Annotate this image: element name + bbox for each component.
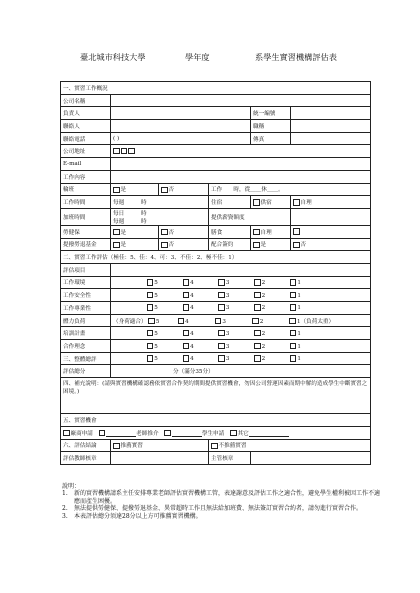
housing-provided[interactable]: 供宿 (251, 196, 291, 209)
phone-field[interactable]: ( ) (111, 132, 251, 145)
checkbox-icon[interactable] (254, 304, 261, 311)
checkbox-icon[interactable] (161, 242, 168, 249)
pension-yes[interactable]: 是 (111, 238, 159, 251)
checkbox-icon[interactable] (253, 199, 260, 206)
rating-options[interactable]: 5 4 3 2 1 (111, 340, 371, 353)
checkbox-icon[interactable] (183, 304, 190, 311)
work-content-field[interactable] (111, 170, 371, 183)
checkbox-icon[interactable] (253, 229, 260, 236)
checkbox-icon[interactable] (183, 279, 190, 286)
email-field[interactable] (111, 158, 371, 171)
note-item: 2. 無法提供勞健保、提撥勞退基金、異常超時工作且無法給加班費、無法簽訂實習合約者，請勿進行實習合作。 (62, 505, 363, 513)
checkbox-icon[interactable] (113, 187, 120, 194)
load-options[interactable]: （身荷適合） 5 4 3 2 1（負荷太重） (111, 314, 371, 327)
labor-ins-no[interactable]: 否 (159, 225, 209, 238)
labor-ins-label: 勞健保 (61, 225, 111, 238)
shift-label: 輪班 (61, 183, 111, 196)
contact-field[interactable] (111, 120, 251, 133)
meals-self[interactable]: 自理 (251, 225, 291, 238)
checkbox-icon[interactable] (161, 187, 168, 194)
checkbox-icon[interactable] (254, 292, 261, 299)
checkbox-icon[interactable] (148, 318, 155, 325)
phone-label: 聯絡電話 (61, 132, 111, 145)
section-5-title: 五、實習機會 (61, 414, 371, 427)
checkbox-icon[interactable] (254, 279, 261, 286)
checkbox-icon[interactable] (147, 292, 154, 299)
eval-items-label: 評估項目 (61, 263, 111, 276)
owner-label: 負責人 (61, 107, 111, 120)
checkbox-icon[interactable] (183, 355, 190, 362)
work-content-label: 工作內容 (61, 170, 111, 183)
load-label: 體力負荷 (61, 314, 111, 327)
checkbox-icon[interactable] (147, 355, 154, 362)
checkbox-icon[interactable] (147, 330, 154, 337)
checkbox-icon[interactable] (290, 304, 297, 311)
director-sign-field[interactable] (251, 452, 371, 465)
housing-self[interactable]: 自理 (291, 196, 371, 209)
source-options[interactable]: 廠商申請 老師推介 學生申請 其它 (61, 426, 371, 439)
checkbox-icon[interactable] (290, 279, 297, 286)
checkbox-icon[interactable] (290, 355, 297, 362)
notes-title: 說明： (62, 483, 81, 490)
rating-label: 培訓計畫 (61, 327, 111, 340)
rating-options[interactable]: 5 4 3 2 1 (111, 327, 371, 340)
checkbox-icon[interactable] (99, 430, 106, 437)
labor-ins-yes[interactable]: 是 (111, 225, 159, 238)
not-recommend-option[interactable]: 不推薦實習 (209, 439, 371, 452)
checkbox-icon[interactable] (218, 343, 225, 350)
checkbox-icon[interactable] (164, 430, 171, 437)
checkbox-icon[interactable] (289, 318, 296, 325)
checkbox-icon[interactable] (218, 355, 225, 362)
rating-label: 工作環境 (61, 276, 111, 289)
recommend-option[interactable]: 推薦實習 (111, 439, 209, 452)
agreement-label: 配合簽約 (209, 238, 251, 251)
checkbox-icon[interactable] (218, 304, 225, 311)
checkbox-icon[interactable] (113, 443, 120, 450)
instructions (62, 483, 382, 520)
company-name-field[interactable] (111, 94, 371, 107)
work-time-label: 工作時間 (61, 196, 111, 209)
checkbox-icon[interactable] (161, 229, 168, 236)
address-label: 公司地址 (61, 145, 111, 158)
checkbox-icon[interactable] (63, 430, 70, 437)
checkbox-icon[interactable] (293, 199, 300, 206)
checkbox-icon[interactable] (183, 292, 190, 299)
evaluation-table (60, 81, 371, 465)
section-2-title: 二、實習工作評估（極佳：5、佳：4、可：3、不佳：2、極不佳：1） (61, 251, 371, 264)
checkbox-icon[interactable] (253, 242, 260, 249)
tax-id-field[interactable] (291, 107, 371, 120)
note-item: 1. 新的實習機構請系主任安排專業老師評估實習機構工管，表達謝意及評估工作之適合性，避免學生權利被因工作不適應而產生困擾。 (62, 490, 381, 505)
checkbox-icon[interactable] (218, 330, 225, 337)
owner-field[interactable] (111, 107, 251, 120)
checkbox-icon[interactable] (252, 318, 259, 325)
overtime-pay-label: 提供薪資額度 (209, 208, 291, 225)
checkbox-icon[interactable] (113, 229, 120, 236)
checkbox-icon[interactable] (293, 228, 300, 235)
teacher-sign-label: 評估教師核章 (61, 452, 111, 465)
checkbox-icon[interactable] (183, 330, 190, 337)
checkbox-icon[interactable] (218, 292, 225, 299)
total-field[interactable]: 分（滿分35分） (111, 365, 371, 378)
rating-options[interactable]: 5 4 3 2 1 (111, 276, 371, 289)
pension-label: 提撥勞退基金 (61, 238, 111, 251)
checkbox-icon[interactable] (290, 330, 297, 337)
year-label: 學年度 (185, 52, 210, 62)
fax-field[interactable] (291, 132, 371, 145)
rating-options[interactable]: 5 4 3 2 1 (111, 302, 371, 315)
company-name-label: 公司名稱 (61, 94, 111, 107)
form-name: 系學生實習機構評估表 (255, 52, 337, 62)
overtime-field[interactable]: 每日 時 每週 時 (111, 208, 209, 225)
pension-no[interactable]: 否 (159, 238, 209, 251)
director-sign-label: 主管核章 (209, 452, 251, 465)
checkbox-icon[interactable] (147, 279, 154, 286)
agreement-yes[interactable]: 是 (251, 238, 291, 251)
note-item: 3. 本表評估總分須達28分以上方可推薦實習機構。 (62, 512, 202, 520)
fax-label: 傳真 (251, 132, 291, 145)
school-name: 臺北城市科技大學 (80, 52, 146, 62)
checkbox-icon[interactable] (290, 343, 297, 350)
checkbox-icon[interactable] (183, 343, 190, 350)
section-6-title: 六、評估結論 (61, 439, 111, 452)
shift-yes[interactable]: 是 (111, 183, 159, 196)
email-label: E-mail (61, 158, 111, 171)
checkbox-icon[interactable] (290, 292, 297, 299)
checkbox-icon[interactable] (211, 443, 218, 450)
teacher-sign-field[interactable] (111, 452, 209, 465)
position-field[interactable] (291, 120, 371, 133)
checkbox-icon[interactable] (230, 430, 237, 437)
housing-label: 住宿 (209, 196, 251, 209)
rating-options[interactable]: 5 4 3 2 1 (111, 352, 371, 365)
contact-label: 聯絡人 (61, 120, 111, 133)
checkbox-icon[interactable] (178, 318, 185, 325)
work-hours-field[interactable]: 工作 時，從＿＿休＿＿。 (209, 183, 371, 196)
rating-label: 工作安全性 (61, 289, 111, 302)
rating-label: 合作理念 (61, 340, 111, 353)
agreement-no[interactable]: 否 (291, 238, 371, 251)
address-field[interactable] (111, 145, 371, 158)
checkbox-icon[interactable] (113, 242, 120, 249)
total-label: 評估總分 (61, 365, 111, 378)
checkbox-icon[interactable] (147, 304, 154, 311)
checkbox-icon[interactable] (254, 355, 261, 362)
overtime-label: 加班時間 (61, 208, 111, 225)
rating-label: 工作專業性 (61, 302, 111, 315)
checkbox-icon[interactable] (218, 279, 225, 286)
shift-no[interactable]: 否 (159, 183, 209, 196)
checkbox-icon[interactable] (254, 330, 261, 337)
checkbox-icon[interactable] (215, 318, 222, 325)
tax-id-label: 統一編號 (251, 107, 291, 120)
position-label: 職稱 (251, 120, 291, 133)
rating-label: 三、整體總評 (61, 352, 111, 365)
meals-other[interactable] (291, 225, 371, 238)
section-1-title: 一、實習工作概況 (61, 82, 371, 95)
rating-options[interactable]: 5 4 3 2 1 (111, 289, 371, 302)
checkbox-icon[interactable] (147, 343, 154, 350)
meals-label: 膳食 (209, 225, 251, 238)
checkbox-icon[interactable] (293, 242, 300, 249)
overtime-pay-field[interactable] (291, 208, 371, 225)
work-time-field[interactable]: 每週 時 (111, 196, 209, 209)
checkbox-icon[interactable] (254, 343, 261, 350)
section-4-notes: 四、補充說明：(請與實習機構確認務依實習合作契約期間提供實習機會，勿因公司營運因素而期中解約造成學生中斷實習之困境。) (61, 378, 371, 414)
